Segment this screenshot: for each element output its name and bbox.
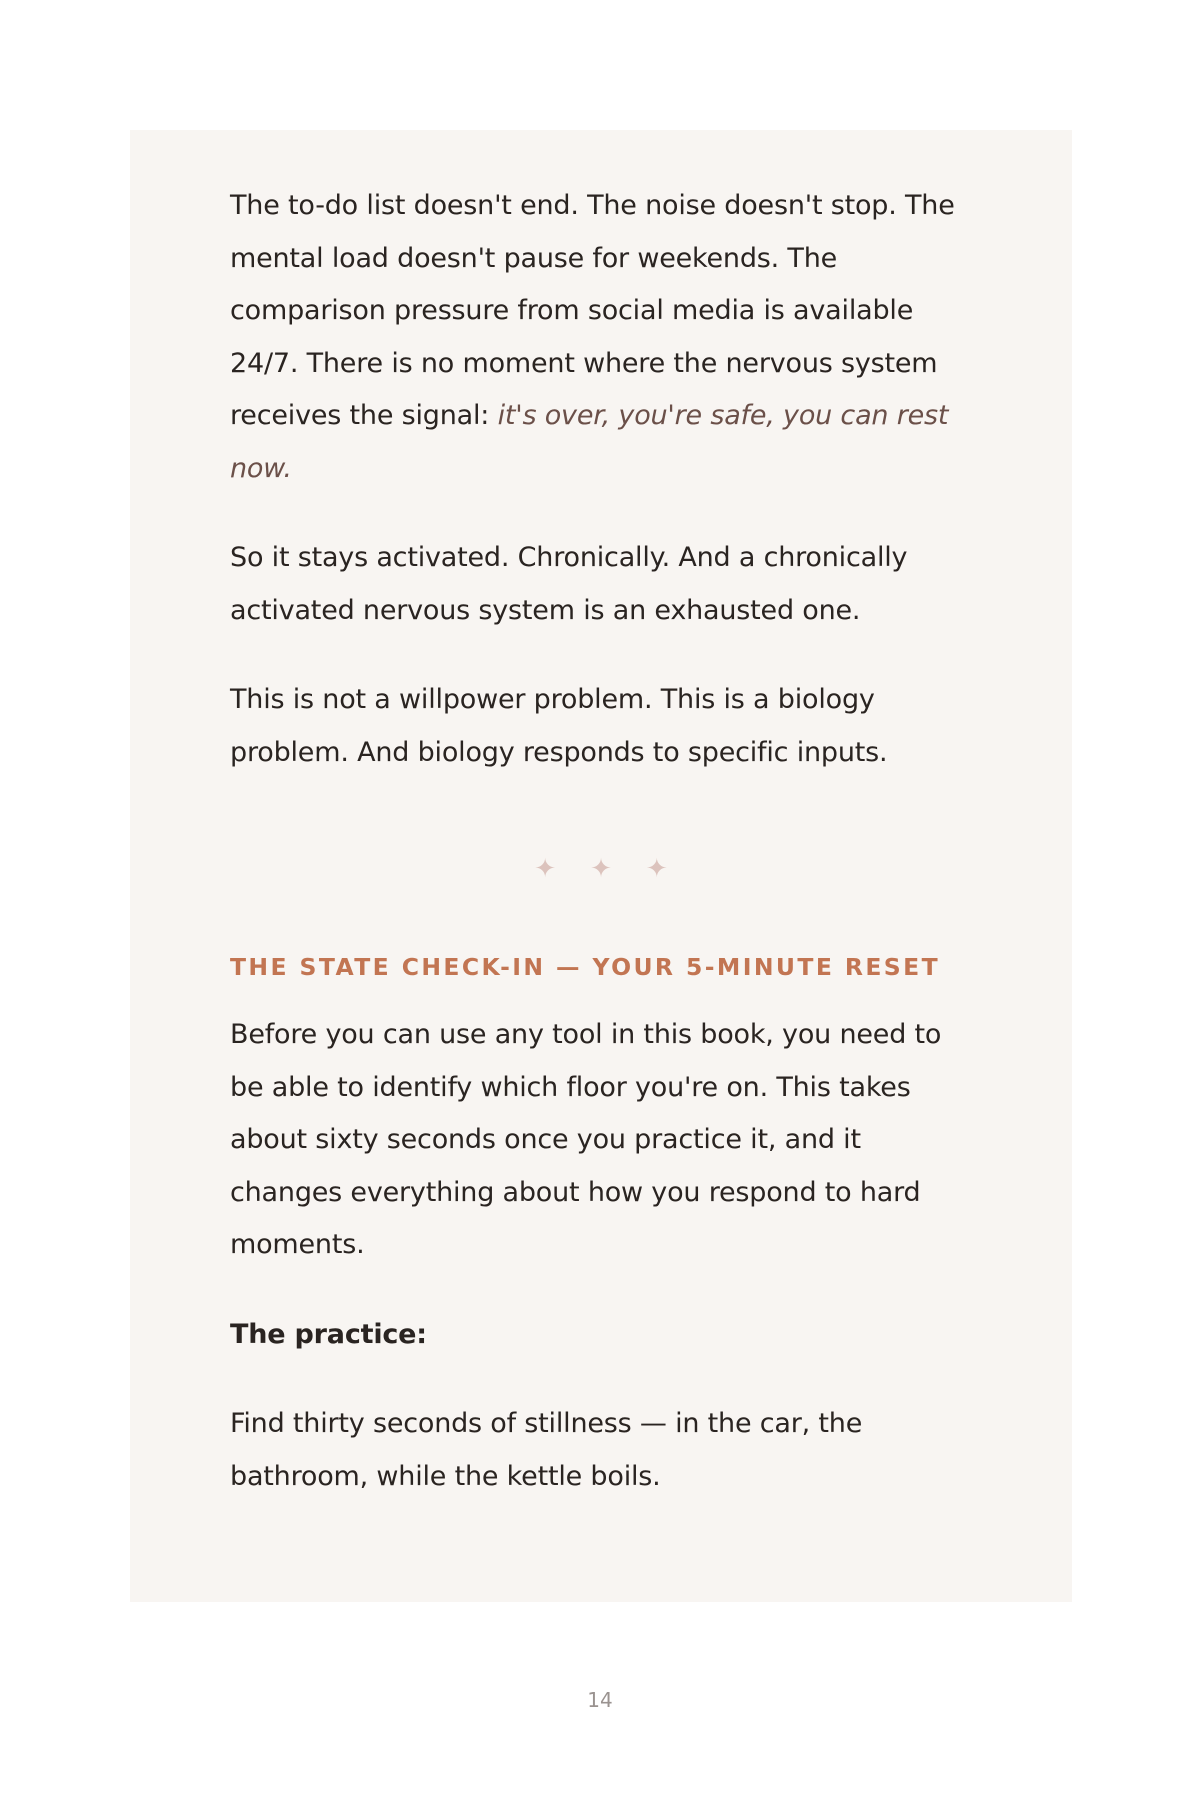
practice-label: The practice: bbox=[230, 1318, 427, 1350]
paragraph-text: The to-do list doesn't end. The noise doesn't stop. The mental load doesn't pause for weekends. The comparison pressure from social media is available 24/7. There is no moment where the nervous system receives the signal: bbox=[230, 190, 955, 431]
paragraph-nervous-system bbox=[230, 180, 972, 495]
four-point-star-icon: ✦ bbox=[534, 854, 557, 884]
paragraph-biology-problem: This is not a willpower problem. This is a biology problem. And biology responds to specific inputs. bbox=[230, 684, 888, 768]
page-card bbox=[130, 130, 1072, 1602]
page-number: 14 bbox=[587, 1688, 613, 1712]
page-content bbox=[230, 180, 972, 1503]
paragraph-chronic-activation: So it stays activated. Chronically. And a chronically activated nervous system is an exhausted one. bbox=[230, 542, 908, 626]
section-divider bbox=[230, 849, 972, 889]
four-point-star-icon: ✦ bbox=[590, 854, 612, 884]
practice-step: Find thirty seconds of stillness — in the car, the bathroom, while the kettle boils. bbox=[230, 1408, 863, 1492]
four-point-star-icon: ✦ bbox=[645, 854, 668, 884]
paragraph-state-check-in-intro: Before you can use any tool in this book, you need to be able to identify which floor you're on. This takes about sixty seconds once you practice it, and it changes everything about how you respond to hard moments. bbox=[230, 1019, 942, 1260]
section-heading: THE STATE CHECK-IN — YOUR 5-MINUTE RESET bbox=[230, 953, 941, 981]
emphasis-text: it's over, you're safe, you can rest now. bbox=[230, 400, 949, 484]
